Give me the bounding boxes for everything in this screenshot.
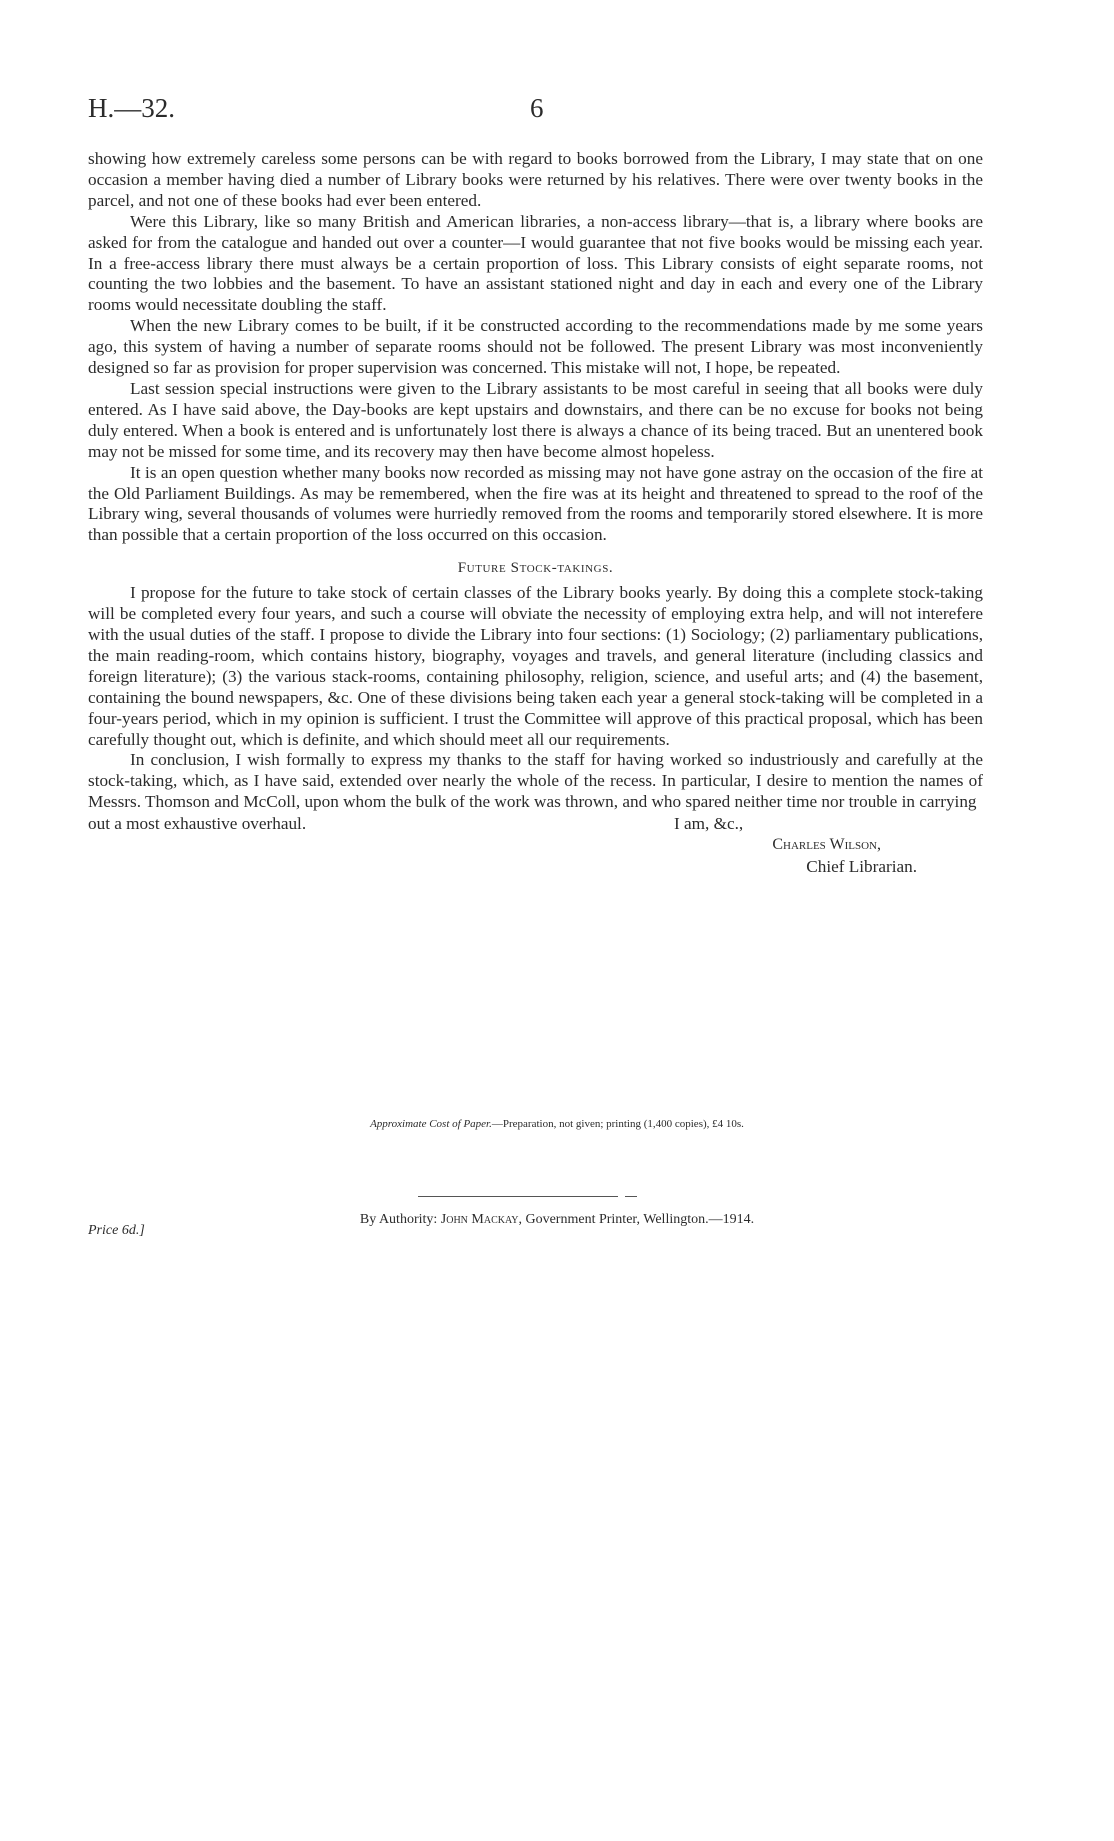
section-heading: Future Stock-takings. <box>457 560 614 577</box>
signature-name: Charles Wilson, <box>772 836 881 854</box>
closing-line <box>88 813 983 834</box>
paragraph: I propose for the future to take stock of certain classes of the Library books yearly. By doing this a complete stock-taking will be completed every four years, and such a course will obviate the necessity of employing extra help, and will not interefere with the usual duties of the staff. I propose to divide the Library into four sections: (1) Sociology; (2) parliamentary publications, the main reading-room, which contains history, biography, voyages and travels, and general literature (including classics and foreign literature); (3) the various stack-rooms, containing philosophy, religion, science, and useful arts; and (4) the basement, containing the bound newspapers, &c. One of these divisions being taken each year a general stock-taking will be completed in a four-years period, which in my opinion is sufficient. I trust the Committee will approve of this practical proposal, which has been carefully thought out, which is definite, and which should meet all our requirements. <box>88 583 983 749</box>
cost-text: —Preparation, not given; printing (1,400 copies), £4 10s. <box>491 1118 744 1130</box>
printer-name: John Mackay, <box>440 1212 522 1227</box>
authority-suffix: Government Printer, Wellington.—1914. <box>525 1212 755 1227</box>
paper-reference: H.—32. <box>88 93 175 123</box>
paragraph: Were this Library, like so many British and American libraries, a non-access library—that is, a library where books are asked for from the catalogue and handed out over a counter—I would guarantee that not five books would be missing each year. In a free-access library there must always be a certain proportion of loss. This Library consists of eight separate rooms, not counting the two lobbies and the basement. To have an assistant stationed night and day in each and every one of the Library rooms would necessitate doubling the staff. <box>88 211 983 315</box>
price-label: Price 6d.] <box>88 1223 145 1238</box>
paragraph: In conclusion, I wish formally to express my thanks to the staff for having worked so industriously and carefully at the stock-taking, which, as I have said, extended over nearly the whole of the recess. In particular, I desire to mention the names of Messrs. Thomson and McColl, upon whom the bulk of the work was thrown, and who spared neither time nor trouble in carrying <box>88 750 983 812</box>
body-text <box>88 149 983 878</box>
cost-label: Approximate Cost of Paper. <box>370 1118 492 1130</box>
valediction: I am, &c., <box>674 814 744 834</box>
footer-rule-dash <box>625 1196 637 1197</box>
paragraph: When the new Library comes to be built, if it be constructed according to the recommendations made by me some years ago, this system of having a number of separate rooms should not be followed. The present Library was most inconveniently designed so far as provision for proper supervision was concerned. This mistake will not, I hope, be repeated. <box>88 316 983 378</box>
closing-last-line: out a most exhaustive overhaul. <box>88 814 307 834</box>
page-header <box>88 93 983 133</box>
paragraph: showing how extremely careless some persons can be with regard to books borrowed from the Library, I may state that on one occasion a member having died a number of Library books were returned by his relatives. There were over twenty books in the parcel, and not one of these books had ever been entered. <box>88 149 983 210</box>
printer-imprint <box>0 1212 1114 1228</box>
authority-prefix: By Authority: <box>359 1212 438 1227</box>
paragraph: Last session special instructions were given to the Library assistants to be most careful in seeing that all books were duly entered. As I have said above, the Day-books are kept upstairs and downstairs, and there can be no excuse for books not being duly entered. When a book is entered and is unfortunately lost there is always a chance of its being traced. But an unentered book may not be missed for some time, and its recovery may then have become almost hopeless. <box>88 378 983 461</box>
cost-note <box>0 1118 1114 1130</box>
signature-title: Chief Librarian. <box>806 857 917 877</box>
footer-rule <box>418 1196 618 1197</box>
page-number: 6 <box>530 93 544 123</box>
paragraph: It is an open question whether many books now recorded as missing may not have gone astray on the occasion of the fire at the Old Parliament Buildings. As may be remembered, when the fire was at its height and threatened to spread to the roof of the Library wing, several thousands of volumes were hurriedly removed from the rooms and temporarily stored elsewhere. It is more than possible that a certain proportion of the loss occurred on this occasion. <box>88 462 983 545</box>
